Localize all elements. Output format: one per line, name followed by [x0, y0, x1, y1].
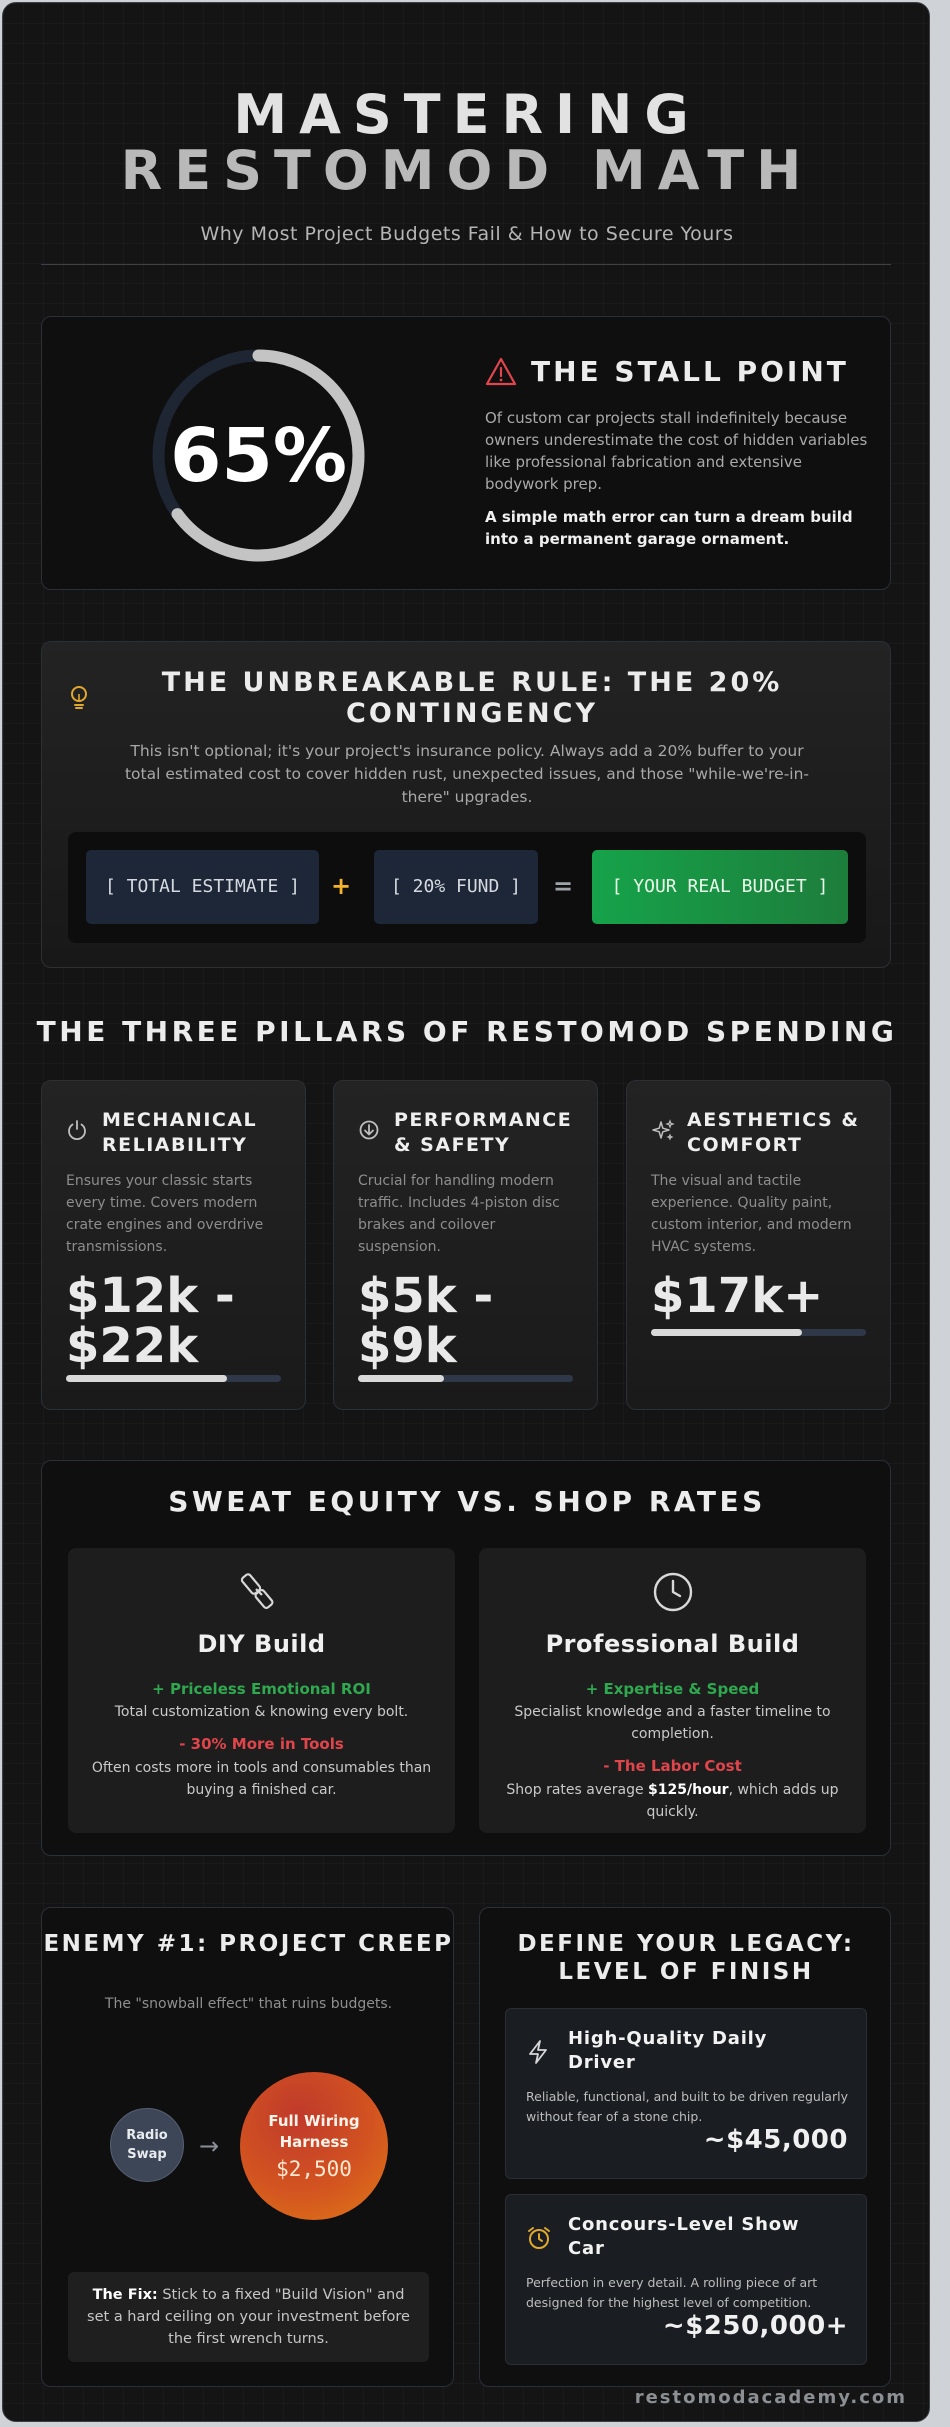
- sweat-equity-title: SWEAT EQUITY VS. SHOP RATES: [168, 1485, 766, 1518]
- pillar-description: The visual and tactile experience. Quality paint, custom interior, and modern HVAC systems.: [651, 1173, 852, 1255]
- pillar-bar-fill: [651, 1329, 802, 1336]
- level-description: Reliable, functional, and built to be driven regularly without fear of a stone chip.: [526, 2089, 848, 2124]
- creep-fix-note: [68, 2272, 429, 2362]
- level-title: High-Quality Daily Driver: [568, 2028, 768, 2073]
- pillar-title: AESTHETICS & COMFORT: [687, 1109, 860, 1156]
- lightbulb-icon: [68, 684, 90, 710]
- level-daily-driver: [505, 2008, 867, 2179]
- pillar-aesthetics: [626, 1080, 891, 1410]
- arrow-down-circle-icon: [358, 1119, 380, 1141]
- level-description: Perfection in every detail. A rolling piece of art designed for the highest level of competition.: [526, 2275, 818, 2310]
- pillar-price: $5k - $9k: [358, 1268, 494, 1374]
- formula-real-budget: [ YOUR REAL BUDGET ]: [592, 850, 848, 924]
- pillar-title: PERFORMANCE & SAFETY: [394, 1109, 573, 1156]
- hero-header: [3, 83, 930, 245]
- formula-contingency-fund: [ 20% FUND ]: [374, 850, 538, 924]
- legacy-title: DEFINE YOUR LEGACY: LEVEL OF FINISH: [517, 1931, 855, 1985]
- contingency-description: This isn't optional; it's your project's insurance policy. Always add a 20% buffer to your total estimated cost to cover hidden rust, unexpected issues, and those "while-we're-in-there" upgrades.: [124, 742, 810, 806]
- diy-con-label: - 30% More in Tools: [179, 1735, 344, 1753]
- pillar-performance: [333, 1080, 598, 1410]
- pillar-description: Crucial for handling modern traffic. Includes 4-piston disc brakes and coilover suspension.: [358, 1173, 560, 1255]
- pro-title: Professional Build: [545, 1630, 800, 1658]
- fix-label: The Fix:: [92, 2287, 158, 2303]
- pro-con-text: [499, 1779, 846, 1823]
- level-concours-show-car: [505, 2194, 867, 2365]
- pillar-price: $17k+: [651, 1268, 824, 1324]
- level-title: Concours-Level Show Car: [568, 2214, 800, 2259]
- clock-icon: [651, 1570, 695, 1614]
- diy-title: DIY Build: [197, 1630, 326, 1658]
- page-subtitle: Why Most Project Budgets Fail & How to Secure Yours: [200, 223, 734, 245]
- infographic-page: [2, 2, 930, 2422]
- pillar-price: $12k - $22k: [66, 1268, 235, 1374]
- pillar-title: MECHANICAL RELIABILITY: [102, 1109, 258, 1156]
- creep-subtitle: The "snowball effect" that ruins budgets.: [104, 1996, 393, 2012]
- diy-con-text: Often costs more in tools and consumables than buying a finished car.: [91, 1760, 432, 1798]
- diy-pro-label: + Priceless Emotional ROI: [152, 1680, 371, 1698]
- pro-pro-text: Specialist knowledge and a faster timeline to completion.: [514, 1704, 831, 1742]
- stall-heading: [485, 355, 849, 388]
- stall-percent: 65%: [169, 412, 348, 499]
- pillar-budget-bar: [651, 1329, 866, 1336]
- professional-build-option: [479, 1548, 866, 1833]
- stall-title: THE STALL POINT: [531, 355, 849, 388]
- level-price: ~$250,000+: [662, 2311, 848, 2341]
- wrench-icon: [240, 1570, 284, 1614]
- formula-total-estimate: [ TOTAL ESTIMATE ]: [86, 850, 319, 924]
- diy-build-option: [68, 1548, 455, 1833]
- footer-site-link[interactable]: restomodacademy.com: [634, 2387, 907, 2408]
- sweat-equity-card: [41, 1460, 891, 1856]
- sparkles-icon: [651, 1119, 675, 1143]
- header-divider: [41, 264, 891, 265]
- alarm-clock-icon: [526, 2225, 552, 2251]
- page-title: [3, 83, 930, 202]
- formula-plus-sign: +: [331, 872, 352, 900]
- level-of-finish-card: [479, 1907, 891, 2387]
- pillar-bar-fill: [66, 1375, 227, 1382]
- stall-description: Of custom car projects stall indefinitely because owners underestimate the cost of hidden variables like professional fabrication and extensive bodywork prep.: [485, 409, 868, 493]
- title-line-2: RESTOMOD MATH: [120, 139, 814, 202]
- pillar-mechanical: [41, 1080, 306, 1410]
- stall-emphasis: A simple math error can turn a dream build into a permanent garage ornament.: [485, 508, 853, 548]
- pillar-budget-bar: [66, 1375, 281, 1382]
- fix-text: Stick to a fixed "Build Vision" and set a hard ceiling on your investment before the first wrench turns.: [87, 2287, 410, 2347]
- snowball-large-bubble: [240, 2072, 388, 2220]
- arrow-right-icon: →: [199, 2132, 220, 2160]
- diy-pro-text: Total customization & knowing every bolt.: [114, 1704, 409, 1720]
- project-creep-card: [41, 1907, 454, 2387]
- formula-equals-sign: =: [553, 872, 574, 900]
- warning-triangle-icon: [485, 357, 517, 387]
- pillars-section-title: THE THREE PILLARS OF RESTOMOD SPENDING: [36, 1015, 898, 1048]
- pro-con-label: - The Labor Cost: [603, 1757, 742, 1775]
- contingency-title: THE UNBREAKABLE RULE: THE 20% CONTINGENCY: [161, 667, 783, 729]
- budget-formula: [68, 832, 866, 943]
- level-price: ~$45,000: [703, 2125, 848, 2155]
- contingency-card: [41, 641, 891, 968]
- pro-con-text-before: Shop rates average: [506, 1782, 649, 1798]
- snowball-large-label: Full Wiring Harness: [268, 2112, 360, 2151]
- pro-con-text-after: , which adds up quickly.: [646, 1782, 839, 1820]
- power-icon: [66, 1119, 88, 1141]
- shop-rate-value: $125/hour: [648, 1782, 729, 1798]
- pillar-bar-fill: [358, 1375, 444, 1382]
- lightning-icon: [526, 2039, 550, 2065]
- stall-point-card: [41, 316, 891, 590]
- snowball-small-bubble: Radio Swap: [110, 2108, 184, 2182]
- pillar-budget-bar: [358, 1375, 573, 1382]
- title-line-1: MASTERING: [233, 83, 701, 146]
- snowball-large-price: $2,500: [276, 2157, 352, 2181]
- creep-title: ENEMY #1: PROJECT CREEP: [43, 1931, 454, 1957]
- pillar-description: Ensures your classic starts every time. Covers modern crate engines and overdrive transmissions.: [66, 1173, 264, 1255]
- pro-pro-label: + Expertise & Speed: [585, 1680, 760, 1698]
